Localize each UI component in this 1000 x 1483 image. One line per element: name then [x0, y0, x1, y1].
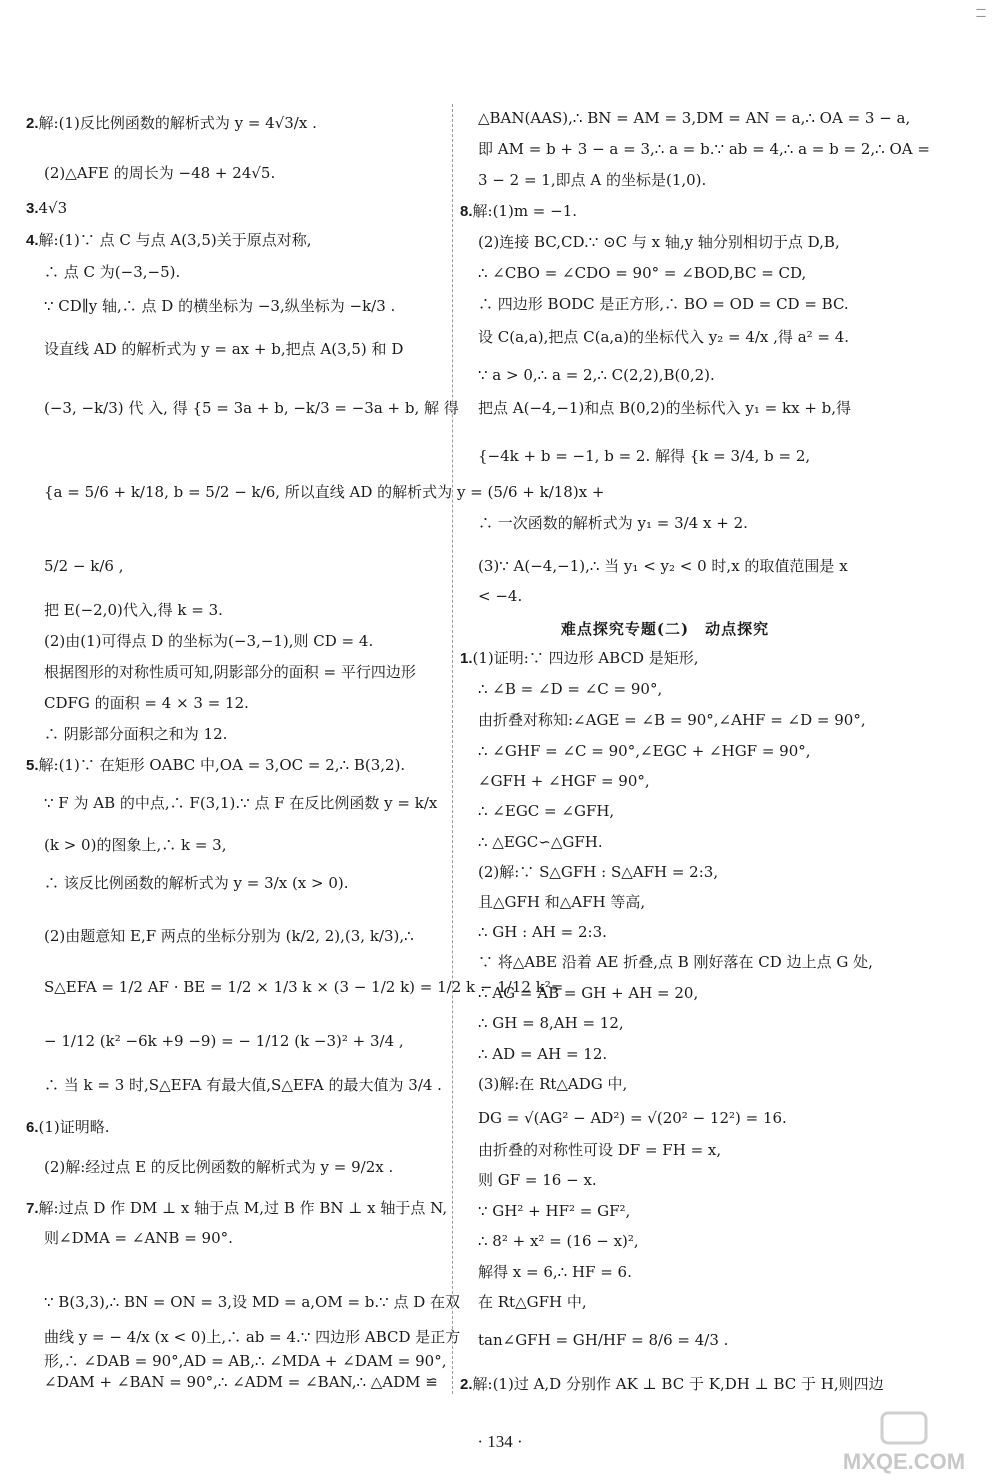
- line-text: tan∠GFH = GH/HF = 8/6 = 4/3 .: [478, 1331, 729, 1349]
- line-text: ∴ 一次函数的解析式为 y₁ = 3/4 x + 2.: [478, 514, 748, 532]
- line-text: 3 − 2 = 1,即点 A 的坐标是(1,0).: [478, 171, 707, 189]
- line-text: (2)解:∵ S△GFH : S△AFH = 2:3,: [478, 863, 719, 881]
- text-line: [26, 1198, 448, 1219]
- text-line: [478, 922, 607, 942]
- line-text: 则∠DMA = ∠ANB = 90°.: [44, 1229, 233, 1247]
- line-text: 解:(1)反比例函数的解析式为 y = 4√3/x .: [38, 114, 317, 132]
- problem-number: 7.: [26, 1200, 39, 1217]
- line-text: 解:(1)∵ 点 C 与点 A(3,5)关于原点对称,: [38, 231, 312, 249]
- line-text: ∠GFH + ∠HGF = 90°,: [478, 772, 650, 790]
- problem-number: 1.: [460, 650, 473, 667]
- text-line: [44, 1228, 233, 1248]
- line-text: S△EFA = 1/2 AF · BE = 1/2 × 1/3 k × (3 − 1/2 k) = 1/2 k − 1/12 k²=: [44, 978, 564, 996]
- line-text: ∴ 四边形 BODC 是正方形,∴ BO = OD = CD = BC.: [478, 295, 849, 313]
- text-line: [478, 556, 848, 576]
- line-text: 曲线 y = − 4/x (x < 0)上,∴ ab = 4.∵ 四边形 ABCD 是正方: [44, 1328, 461, 1346]
- line-text: ∠DAM + ∠BAN = 90°,∴ ∠ADM = ∠BAN,∴ △ADM ≌: [44, 1373, 438, 1391]
- line-text: CDFG 的面积 = 4 × 3 = 12.: [44, 694, 249, 712]
- line-text: (2)△AFE 的周长为 −48 + 24√5.: [44, 164, 276, 182]
- text-line: [44, 600, 223, 620]
- line-text: (−3, −k/3) 代 入, 得 {5 = 3a + b, −k/3 = −3a + b, 解 得: [44, 399, 459, 417]
- text-line: [44, 262, 180, 282]
- corner-marks: — —: [976, 4, 986, 22]
- text-line: [44, 163, 275, 183]
- text-line: [478, 170, 706, 190]
- page-number: · 134 ·: [477, 1432, 523, 1451]
- text-line: [478, 446, 810, 466]
- text-line: [478, 513, 748, 533]
- text-line: [26, 230, 312, 251]
- line-text: (3)∵ A(−4,−1),∴ 当 y₁ < y₂ < 0 时,x 的取值范围是 x: [478, 557, 848, 575]
- text-line: [44, 339, 403, 359]
- line-text: ∴ ∠EGC = ∠GFH,: [478, 802, 615, 820]
- line-text: (2)解:经过点 E 的反比例函数的解析式为 y = 9/2x .: [44, 1158, 394, 1176]
- text-line: [478, 952, 873, 972]
- text-line: [44, 693, 249, 713]
- text-line: [44, 1327, 461, 1347]
- line-text: < −4.: [478, 587, 523, 605]
- text-line: [478, 1262, 632, 1282]
- text-line: [478, 892, 645, 912]
- text-line: [478, 741, 811, 761]
- text-line: [478, 1140, 721, 1160]
- watermark-logo: [824, 1411, 984, 1475]
- line-text: ∴ 8² + x² = (16 − x)²,: [478, 1232, 639, 1250]
- line-text: 解:(1)∵ 在矩形 OABC 中,OA = 3,OC = 2,∴ B(3,2).: [38, 756, 406, 774]
- text-line: [44, 1031, 404, 1051]
- text-line: [44, 793, 437, 813]
- column-divider: [452, 104, 454, 1394]
- text-line: [478, 327, 849, 347]
- line-text: △BAN(AAS),∴ BN = AM = 3,DM = AN = a,∴ OA = 3 − a,: [478, 109, 911, 127]
- text-line: [44, 398, 459, 418]
- line-text: ∴ AG = AB = GH + AH = 20,: [478, 984, 699, 1002]
- text-line: [44, 873, 349, 893]
- line-text: (1)证明略.: [38, 1118, 110, 1136]
- line-text: DG = √(AG² − AD²) = √(20² − 12²) = 16.: [478, 1109, 787, 1127]
- text-line: [478, 1201, 630, 1221]
- text-line: [44, 1157, 393, 1177]
- problem-number: 8.: [460, 203, 473, 220]
- text-line: [478, 679, 662, 699]
- line-text: ∴ 该反比例函数的解析式为 y = 3/x (x > 0).: [44, 874, 349, 892]
- line-text: ∵ B(3,3),∴ BN = ON = 3,设 MD = a,OM = b.∵ 点 D 在双: [44, 1293, 461, 1311]
- line-text: ∴ GH : AH = 2:3.: [478, 923, 607, 941]
- line-text: − 1/12 (k² −6k +9 −9) = − 1/12 (k −3)² + 3/4 ,: [44, 1032, 404, 1050]
- text-line: [478, 1170, 597, 1190]
- text-line: [44, 977, 564, 997]
- text-line: [478, 983, 698, 1003]
- text-line: [26, 113, 317, 134]
- line-text: 在 Rt△GFH 中,: [478, 1293, 587, 1311]
- problem-number: 3.: [26, 200, 39, 217]
- line-text: 4√3: [38, 199, 68, 217]
- text-line: [478, 586, 522, 606]
- section-title: 难点探究专题(二) 动点探究: [560, 620, 770, 638]
- line-text: 解:(1)m = −1.: [472, 202, 578, 220]
- line-text: (1)证明:∵ 四边形 ABCD 是矩形,: [472, 649, 699, 667]
- text-line: [478, 801, 614, 821]
- line-text: (2)连接 BC,CD.∵ ⊙C 与 x 轴,y 轴分别相切于点 D,B,: [478, 233, 840, 251]
- text-line: [478, 139, 930, 159]
- line-text: ∵ F 为 AB 的中点,∴ F(3,1).∵ 点 F 在反比例函数 y = k/x: [44, 794, 438, 812]
- line-text: 由折叠对称知:∠AGE = ∠B = 90°,∠AHF = ∠D = 90°,: [478, 711, 866, 729]
- text-line: [44, 724, 227, 744]
- line-text: ∴ △EGC∽△GFH.: [478, 833, 603, 851]
- text-line: [44, 482, 605, 502]
- problem-number: 2.: [26, 115, 39, 132]
- text-line: [478, 1330, 728, 1350]
- line-text: 且△GFH 和△AFH 等高,: [478, 893, 646, 911]
- text-line: [478, 1108, 787, 1128]
- text-line: [478, 232, 840, 252]
- text-line: [26, 1117, 110, 1138]
- text-line: [478, 771, 650, 791]
- text-line: [26, 755, 405, 776]
- text-line: [44, 1372, 438, 1392]
- line-text: (2)由(1)可得点 D 的坐标为(−3,−1),则 CD = 4.: [44, 632, 374, 650]
- line-text: ∴ ∠B = ∠D = ∠C = 90°,: [478, 680, 663, 698]
- line-text: ∴ 当 k = 3 时,S△EFA 有最大值,S△EFA 的最大值为 3/4 .: [44, 1076, 442, 1094]
- text-line: [478, 263, 806, 283]
- line-text: ∵ 将△ABE 沿着 AE 折叠,点 B 刚好落在 CD 边上点 G 处,: [478, 953, 873, 971]
- text-line: [478, 1013, 624, 1033]
- line-text: 解得 x = 6,∴ HF = 6.: [478, 1263, 632, 1281]
- text-line: [478, 294, 849, 314]
- line-text: (2)由题意知 E,F 两点的坐标分别为 (k/2, 2),(3, k/3),∴: [44, 927, 414, 945]
- text-line: [44, 1075, 442, 1095]
- line-text: ∵ GH² + HF² = GF²,: [478, 1202, 631, 1220]
- text-line: [478, 1231, 639, 1251]
- line-text: ∴ 点 C 为(−3,−5).: [44, 263, 181, 281]
- line-text: 则 GF = 16 − x.: [478, 1171, 597, 1189]
- line-text: 由折叠的对称性可设 DF = FH = x,: [478, 1141, 722, 1159]
- text-line: [26, 198, 67, 219]
- text-line: [460, 201, 577, 222]
- line-text: {−4k + b = −1, b = 2. 解得 {k = 3/4, b = 2,: [478, 447, 811, 465]
- text-line: [44, 662, 416, 682]
- line-text: 形,∴ ∠DAB = 90°,AD = AB,∴ ∠MDA + ∠DAM = 90°,: [44, 1352, 447, 1370]
- line-text: 根据图形的对称性质可知,阴影部分的面积 = 平行四边形: [44, 663, 416, 681]
- line-text: 设 C(a,a),把点 C(a,a)的坐标代入 y₂ = 4/x ,得 a² = 4.: [478, 328, 850, 346]
- text-line: [478, 832, 603, 852]
- line-text: 解:(1)过 A,D 分别作 AK ⊥ BC 于 K,DH ⊥ BC 于 H,则四边: [472, 1375, 884, 1393]
- text-line: [460, 648, 699, 669]
- line-text: 把点 A(−4,−1)和点 B(0,2)的坐标代入 y₁ = kx + b,得: [478, 399, 852, 417]
- text-line: [478, 398, 851, 418]
- problem-number: 4.: [26, 232, 39, 249]
- line-text: (3)解:在 Rt△ADG 中,: [478, 1075, 628, 1093]
- line-text: ∵ a > 0,∴ a = 2,∴ C(2,2),B(0,2).: [478, 366, 715, 384]
- line-text: (k > 0)的图象上,∴ k = 3,: [44, 836, 227, 854]
- text-line: [478, 1292, 587, 1312]
- line-text: 解:过点 D 作 DM ⊥ x 轴于点 M,过 B 作 BN ⊥ x 轴于点 N,: [38, 1199, 448, 1217]
- line-text: ∴ AD = AH = 12.: [478, 1045, 608, 1063]
- watermark-text: MXQE.COM: [842, 1449, 966, 1474]
- line-text: ∴ ∠CBO = ∠CDO = 90° = ∠BOD,BC = CD,: [478, 264, 807, 282]
- problem-number: 6.: [26, 1119, 39, 1136]
- line-text: ∴ ∠GHF = ∠C = 90°,∠EGC + ∠HGF = 90°,: [478, 742, 811, 760]
- text-line: [478, 108, 911, 128]
- text-line: [478, 710, 866, 730]
- line-text: 把 E(−2,0)代入,得 k = 3.: [44, 601, 223, 619]
- text-line: [44, 835, 226, 855]
- line-text: ∴ GH = 8,AH = 12,: [478, 1014, 624, 1032]
- text-line: [44, 1351, 447, 1371]
- text-line: [44, 296, 395, 316]
- line-text: ∵ CD∥y 轴,∴ 点 D 的横坐标为 −3,纵坐标为 −k/3 .: [44, 297, 396, 315]
- line-text: ∴ 阴影部分面积之和为 12.: [44, 725, 228, 743]
- problem-number: 5.: [26, 757, 39, 774]
- text-line: [478, 1044, 607, 1064]
- text-line: [478, 365, 715, 385]
- line-text: 设直线 AD 的解析式为 y = ax + b,把点 A(3,5) 和 D: [44, 340, 404, 358]
- text-line: [478, 862, 718, 882]
- text-line: [478, 1074, 627, 1094]
- line-text: 5/2 − k/6 ,: [44, 557, 124, 575]
- line-text: 即 AM = b + 3 − a = 3,∴ a = b.∵ ab = 4,∴ a = b = 2,∴ OA =: [478, 140, 930, 158]
- problem-number: 2.: [460, 1376, 473, 1393]
- line-text: {a = 5/6 + k/18, b = 5/2 − k/6, 所以直线 AD 的解析式为 y = (5/6 + k/18)x +: [44, 483, 605, 501]
- text-line: [44, 1292, 461, 1312]
- text-line: [460, 1374, 884, 1395]
- text-line: [44, 631, 373, 651]
- text-line: [44, 556, 123, 576]
- text-line: [44, 926, 414, 946]
